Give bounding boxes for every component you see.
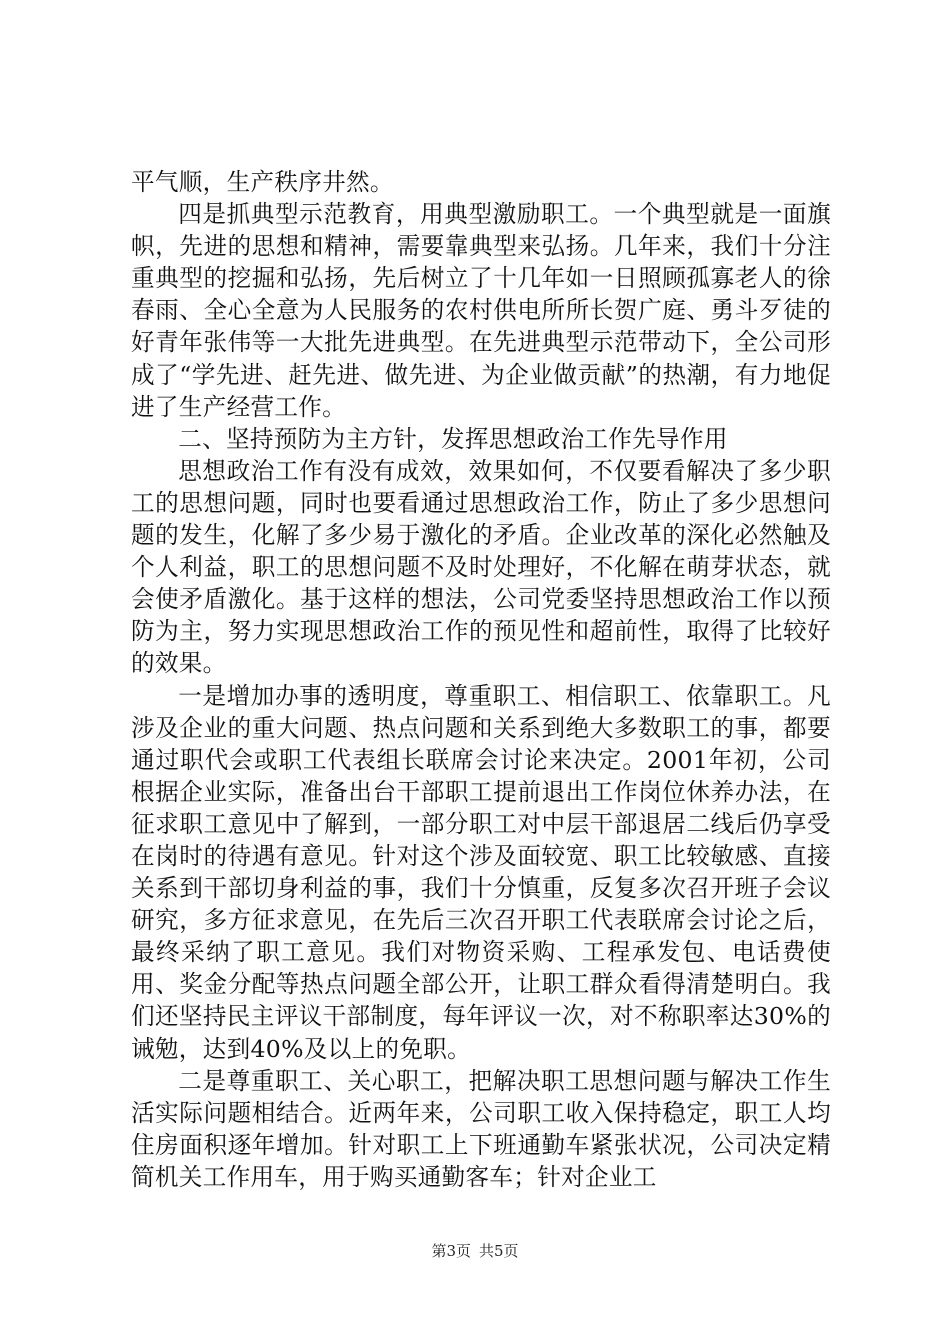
document-body [131,166,831,1193]
paragraph-continuation: 平气顺，生产秩序井然。 [131,168,394,196]
paragraph-care-workers: 二是尊重职工、关心职工，把解决职工思想问题与解决工作生活实际问题相结合。近两年来，公司职工收入保持稳定，职工人均住房面积逐年增加。针对职工上下班通勤车紧张状况，公司决定精简机关工作用车，用于购买通勤客车；针对企业工 [131,1066,831,1191]
paragraph-prevention: 思想政治工作有没有成效，效果如何，不仅要看解决了多少职工的思想问题，同时也要看通过思想政治工作，防止了多少思想问题的发生，化解了多少易于激化的矛盾。企业改革的深化必然触及个人利益，职工的思想问题不及时处理好，不化解在萌芽状态，就会使矛盾激化。基于这样的想法，公司党委坚持思想政治工作以预防为主，努力实现思想政治工作的预见性和超前性，取得了比较好的效果。 [131,456,831,678]
paragraph-transparency: 一是增加办事的透明度，尊重职工、相信职工、依靠职工。凡涉及企业的重大问题、热点问题和关系到绝大多数职工的事，都要通过职代会或职工代表组长联席会讨论来决定。2001年初，公司根据企业实际，准备出台干部职工提前退出工作岗位休养办法，在征求职工意见中了解到，一部分职工对中层干部退居二线后仍享受在岗时的待遇有意见。针对这个涉及面较宽、职工比较敏感、直接关系到干部切身利益的事，我们十分慎重，反复多次召开班子会议研究，多方征求意见，在先后三次召开职工代表联席会讨论之后，最终采纳了职工意见。我们对物资采购、工程承发包、电话费使用、奖金分配等热点问题全部公开，让职工群众看得清楚明白。我们还坚持民主评议干部制度，每年评议一次，对不称职率达30%的诫勉，达到40%及以上的免职。 [131,681,831,1063]
page-number: 第3页 [431,1242,471,1260]
section-heading: 二、坚持预防为主方针，发挥思想政治工作先导作用 [178,424,728,453]
paragraph-typical-example: 四是抓典型示范教育，用典型激励职工。一个典型就是一面旗帜，先进的思想和精神，需要靠典型来弘扬。几年来，我们十分注重典型的挖掘和弘扬，先后树立了十几年如一日照顾孤寡老人的徐春雨、全心全意为人民服务的农村供电所所长贺广庭、勇斗歹徒的好青年张伟等一大批先进典型。在先进典型示范带动下，全公司形成了“学先进、赶先进、做先进、为企业做贡献”的热潮，有力地促进了生产经营工作。 [131,200,831,421]
page-total: 共5页 [479,1242,519,1260]
page-footer [0,1241,950,1261]
